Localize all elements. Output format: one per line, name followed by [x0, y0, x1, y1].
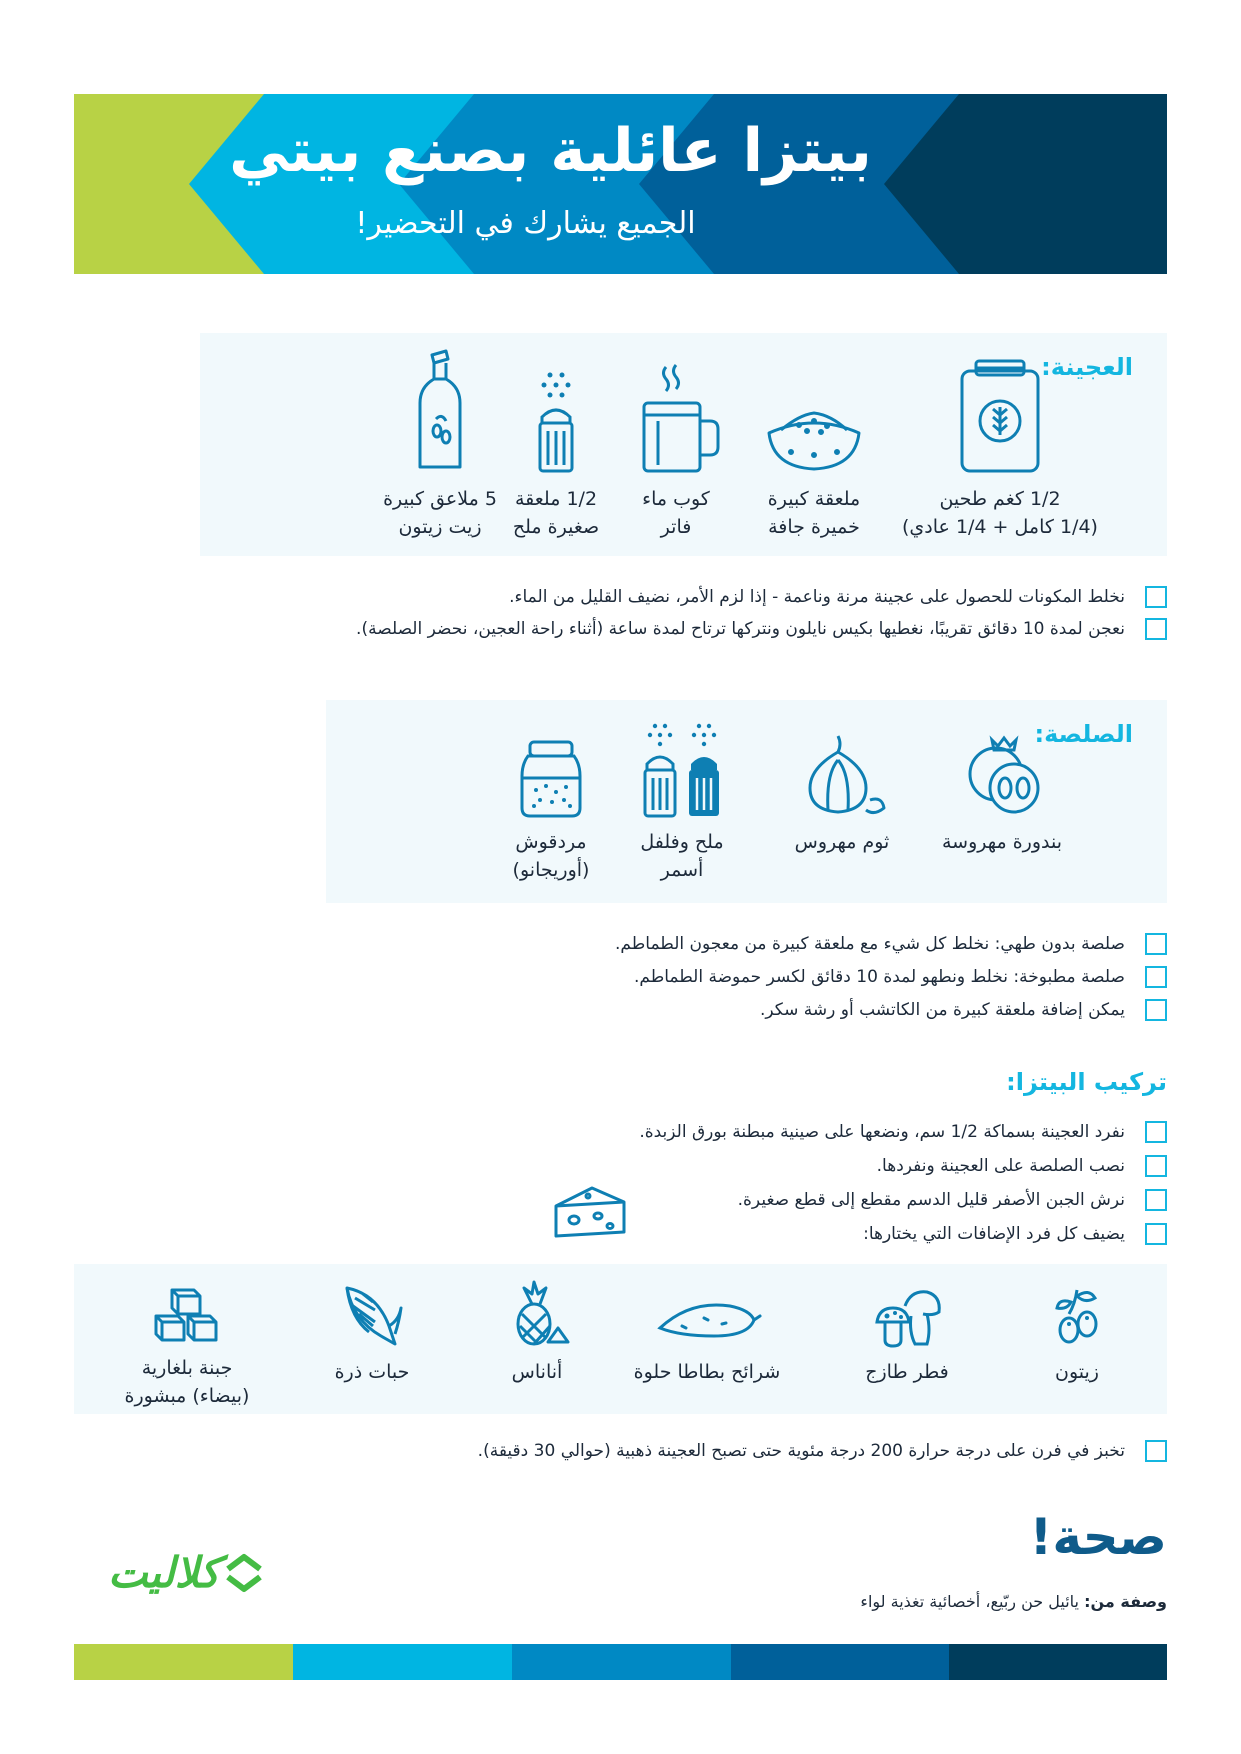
ingredient-label: مردقوش (أوريجانو): [512, 831, 590, 881]
sauce-ingredients-panel: [326, 700, 1167, 903]
topping-label: حبات ذرة: [334, 1361, 410, 1383]
sahtain-heading: صحة!: [1029, 1508, 1167, 1566]
page-subtitle: الجميع يشارك في التحضير!: [355, 206, 696, 241]
step-checkbox[interactable]: [1145, 1440, 1167, 1462]
credit-label: وصفة من:: [1084, 1592, 1167, 1611]
topping-pineapple: [457, 1280, 617, 1386]
clalit-logo-mark-icon: [224, 1553, 264, 1593]
step-checkbox[interactable]: [1145, 1189, 1167, 1211]
topping-mushroom: [817, 1286, 997, 1386]
sweet-potato-icon: [652, 1286, 762, 1350]
ingredient-label: ملح وفلفل أسمر: [640, 831, 724, 881]
footer-stripe-3: [512, 1644, 731, 1680]
recipe-credit: [860, 1592, 1167, 1611]
ingredient-flour: [900, 357, 1100, 541]
topping-label: فطر طازج: [865, 1361, 949, 1383]
bake-step[interactable]: تخبز في فرن على درجة حرارة 200 درجة مئوية حتى تصبح العجينة ذهبية (حوالي 30 دقيقة).: [478, 1436, 1167, 1466]
corn-icon: [337, 1282, 407, 1350]
yeast-bowl-icon: [759, 357, 869, 477]
assembly-section-title: تركيب البيتزا:: [1006, 1068, 1167, 1096]
step-checkbox[interactable]: [1145, 586, 1167, 608]
dough-step-2[interactable]: نعجن لمدة 10 دقائق تقريبًا، نغطيها بكيس نايلون ونتركها ترتاح لمدة ساعة (أثناء راحة العجين، نحضر الصلصة).: [356, 614, 1167, 644]
ingredient-label: بندورة مهروسة: [941, 831, 1063, 853]
cheese-cubes-icon: [152, 1286, 222, 1346]
step-checkbox[interactable]: [1145, 1155, 1167, 1177]
step-checkbox[interactable]: [1145, 966, 1167, 988]
dough-step-1[interactable]: نخلط المكونات للحصول على عجينة مرنة وناعمة - إذا لزم الأمر، نضيف القليل من الماء.: [509, 582, 1167, 612]
topping-sweet-potato: [597, 1286, 817, 1386]
sauce-section-title: الصلصة:: [1034, 720, 1133, 748]
ingredient-label: كوب ماء فاتر: [642, 488, 710, 538]
step-checkbox[interactable]: [1145, 999, 1167, 1021]
assembly-step-1[interactable]: نفرد العجينة بسماكة 1/2 سم، ونضعها على صينية مبطنة بورق الزبدة.: [639, 1117, 1167, 1147]
oil-bottle-icon: [390, 349, 490, 477]
ingredient-oregano: [471, 740, 631, 884]
footer-stripe-1: [74, 1644, 293, 1680]
salt-pepper-icon: [627, 718, 737, 820]
topping-bulgarian-cheese: [87, 1286, 287, 1410]
dough-section-title: العجينة:: [1041, 353, 1133, 381]
page-title: بيتزا عائلية بصنع بيتي: [229, 116, 872, 186]
mushroom-icon: [871, 1286, 943, 1350]
topping-olive: [987, 1286, 1167, 1386]
salt-shaker-icon: [506, 357, 606, 477]
topping-label: جبنة بلغارية (بيضاء) مبشورة: [124, 1357, 250, 1407]
clalit-logo: [108, 1548, 264, 1597]
oregano-jar-icon: [506, 740, 596, 820]
ingredient-label: 1/2 ملعقة صغيرة ملح: [512, 488, 600, 538]
sauce-step-1[interactable]: صلصة بدون طهي: نخلط كل شيء مع ملعقة كبيرة من معجون الطماطم.: [615, 929, 1167, 959]
topping-label: شرائح بطاطا حلوة: [633, 1361, 781, 1383]
ingredient-label: ملعقة كبيرة خميرة جافة: [767, 488, 861, 538]
cheese-wedge-icon: [552, 1184, 628, 1240]
assembly-step-4[interactable]: يضيف كل فرد الإضافات التي يختارها:: [863, 1219, 1167, 1249]
ingredient-label: ثوم مهروس: [794, 831, 890, 853]
credit-name: يائيل حن ربّيع، أخصائية تغذية لواء: [860, 1592, 1079, 1611]
ingredient-olive-oil: [360, 349, 520, 541]
footer-stripe-5: [949, 1644, 1167, 1680]
assembly-step-2[interactable]: نصب الصلصة على العجينة ونفردها.: [877, 1151, 1167, 1181]
garlic-icon: [792, 730, 892, 820]
sauce-step-3[interactable]: يمكن إضافة ملعقة كبيرة من الكاتشب أو رشة سكر.: [760, 995, 1167, 1025]
header-banner: [74, 94, 1167, 274]
footer-stripe-2: [293, 1644, 512, 1680]
toppings-panel: [74, 1264, 1167, 1414]
sauce-step-2[interactable]: صلصة مطبوخة: نخلط ونطهو لمدة 10 دقائق لكسر حموضة الطماطم.: [634, 962, 1167, 992]
mug-icon: [626, 357, 726, 477]
flour-bag-icon: [950, 357, 1050, 477]
pineapple-icon: [502, 1280, 572, 1350]
assembly-step-3[interactable]: نرش الجبن الأصفر قليل الدسم مقطع إلى قطع صغيرة.: [738, 1185, 1167, 1215]
topping-label: زيتون: [1055, 1361, 1099, 1383]
step-checkbox[interactable]: [1145, 618, 1167, 640]
olive-icon: [1047, 1286, 1107, 1350]
ingredient-label: 1/2 كغم طحين (1/4 كامل + 1/4 عادي): [902, 488, 1098, 538]
step-checkbox[interactable]: [1145, 933, 1167, 955]
topping-corn: [292, 1282, 452, 1386]
step-checkbox[interactable]: [1145, 1121, 1167, 1143]
dough-ingredients-panel: [200, 333, 1167, 556]
step-checkbox[interactable]: [1145, 1223, 1167, 1245]
topping-label: أناناس: [511, 1361, 563, 1383]
footer-stripe-4: [731, 1644, 949, 1680]
tomato-icon: [952, 730, 1052, 820]
clalit-logo-text: كلاليت: [108, 1548, 220, 1597]
ingredient-label: 5 ملاعق كبيرة زيت زيتون: [383, 488, 497, 538]
